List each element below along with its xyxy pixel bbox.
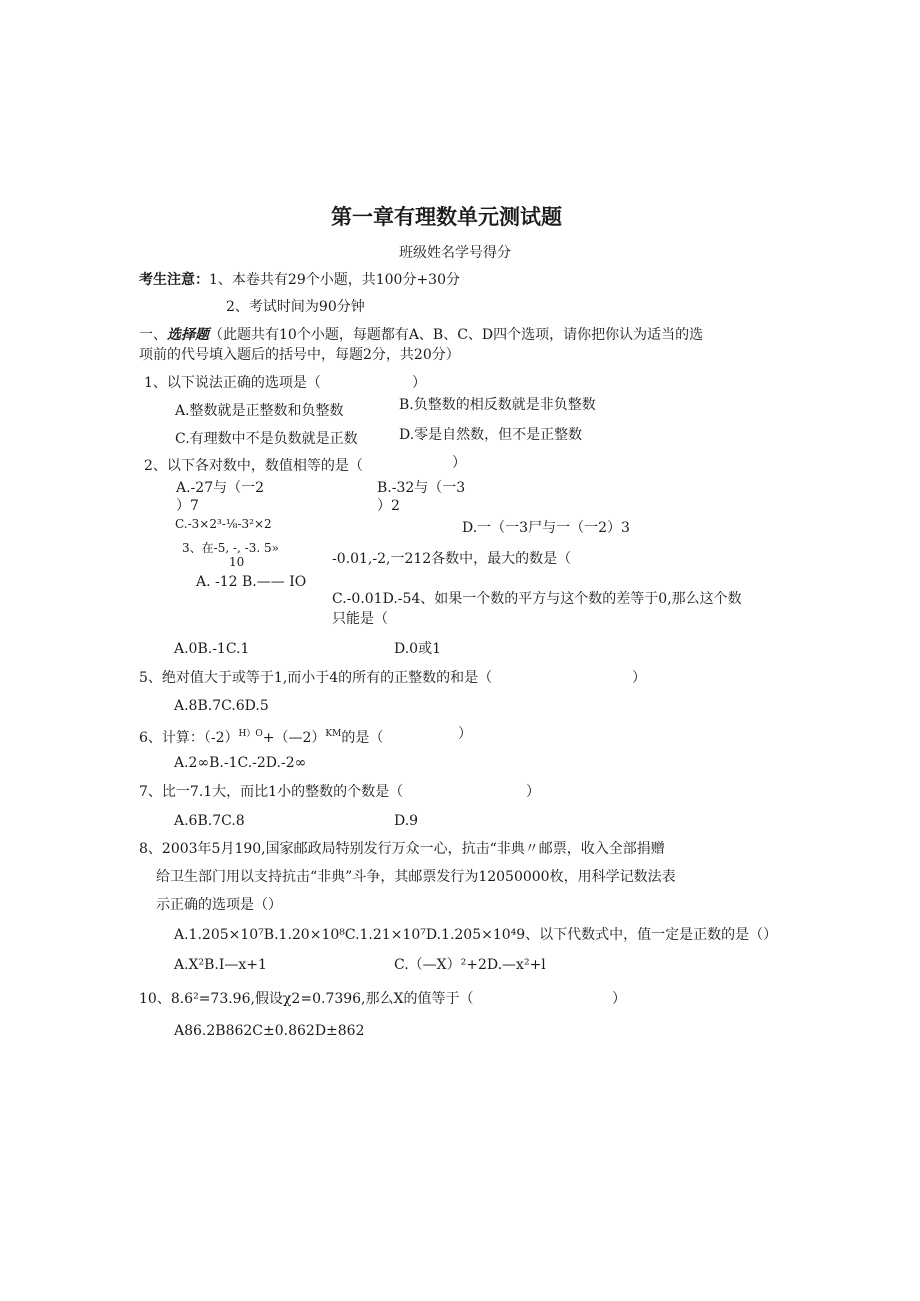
section-desc-2: 项前的代号填入题后的括号中，每题2分，共20分） — [139, 347, 460, 363]
q10-stem: 10、8.6²=73.96,假设χ2=0.7396,那么X的值等于（ — [139, 991, 474, 1007]
q6-stem — [139, 725, 383, 747]
q7-options-abc: A.6B.7C.8 — [174, 813, 245, 829]
q6-stem-part-b: +（—2） — [262, 730, 326, 746]
q7-answer-paren-close: ） — [526, 784, 540, 800]
q3-options-ab: A. -12 B.—— IO — [196, 574, 307, 590]
q6-stem-part-a: 6、计算：（-2） — [139, 730, 239, 746]
q2-option-a-line2: ）7 — [176, 498, 199, 514]
q2-option-c: C.-3×2³-⅛-3²×2 — [175, 517, 272, 531]
q7-option-d: D.9 — [394, 813, 419, 829]
page-title: 第一章有理数单元测试题 — [331, 205, 562, 229]
q6-options: A.2∞B.-1C.-2D.-2∞ — [174, 755, 307, 771]
q4-stem-continued: 只能是（ — [332, 611, 388, 627]
q2-answer-paren-close: ） — [452, 455, 466, 471]
q4-option-d: D.0或1 — [394, 641, 441, 657]
q4-options-abc: A.0B.-1C.1 — [174, 641, 250, 657]
q8-options-q9-stem: A.1.205×10⁷B.1.20×10⁸C.1.21×10⁷D.1.205×10⁴9、以下代数式中，值一定是正数的是（） — [174, 927, 778, 943]
student-info-line: 班级姓名学号得分 — [399, 245, 511, 261]
q5-stem: 5、绝对值大于或等于1,而小于4的所有的正整数的和是（ — [139, 670, 493, 686]
q3-stem-right: -0.01,-2,一212各数中，最大的数是（ — [332, 551, 572, 567]
notice-label: 考生注意： — [139, 272, 209, 288]
q8-stem-line-3: 示正确的选项是（） — [156, 897, 282, 913]
section-prefix: 一、 — [139, 327, 167, 343]
q10-options: A86.2B862C±0.862D±862 — [174, 1023, 365, 1039]
q1-option-a: A.整数就是正整数和负整数 — [175, 403, 344, 419]
q1-option-b: B.负整数的相反数就是非负整数 — [399, 397, 596, 413]
q1-option-c: C.有理数中不是负数就是正数 — [175, 431, 358, 447]
notice-item-1: 1、本卷共有29个小题，共100分+30分 — [209, 272, 460, 288]
q2-option-d: D.一（一3尸与一（一2）3 — [462, 520, 630, 536]
section-heading — [139, 326, 703, 344]
q1-option-d: D.零是自然数，但不是正整数 — [399, 427, 583, 443]
q9-options-cd: C.（—X）²+2D.—x²+l — [394, 957, 546, 973]
q2-stem: 2、以下各对数中，数值相等的是（ — [144, 458, 363, 474]
q7-stem: 7、比一7.1大，而比1小的整数的个数是（ — [139, 784, 404, 800]
q10-answer-paren-close: ） — [612, 991, 626, 1007]
q1-stem: 1、以下说法正确的选项是（ — [144, 375, 321, 391]
q3-fraction-denominator: 10 — [229, 555, 245, 569]
q2-option-b-line1: B.-32与（一3 — [377, 480, 466, 496]
q8-stem-line-1: 8、2003年5月190,国家邮政局特别发行万众一心，抗击“非典〃邮票，收入全部捐赠 — [139, 841, 665, 857]
q9-options-ab: A.X²B.I—x+1 — [174, 957, 267, 973]
notice-line-1 — [139, 271, 460, 289]
q6-stem-part-c: 的是（ — [341, 730, 384, 746]
q1-answer-paren-close: ） — [412, 375, 426, 391]
notice-item-2: 2、考试时间为90分钟 — [226, 299, 365, 315]
q2-option-a-line1: A.-27与（一2 — [176, 480, 265, 496]
section-desc-1: （此题共有10个小题，每题都有A、B、C、D四个选项，请你把你认为适当的选 — [209, 327, 704, 343]
q5-answer-paren-close: ） — [632, 670, 646, 686]
q3-stem-left: 3、在-5, -, -3. 5» — [182, 541, 279, 555]
q3-options-cd-q4-stem: C.-0.01D.-54、如果一个数的平方与这个数的差等于0,那么这个数 — [332, 591, 742, 607]
q5-options: A.8B.7C.6D.5 — [174, 698, 269, 714]
q8-stem-line-2: 给卫生部门用以支持抗击“非典”斗争，其邮票发行为12050000枚，用科学记数法表 — [156, 869, 676, 885]
section-name: 选择题 — [167, 327, 209, 343]
q2-option-b-line2: ）2 — [377, 498, 400, 514]
q6-exponent-1: H）O — [238, 729, 263, 739]
q6-exponent-2: KM — [325, 729, 342, 739]
q6-answer-paren-close: ） — [458, 726, 472, 742]
